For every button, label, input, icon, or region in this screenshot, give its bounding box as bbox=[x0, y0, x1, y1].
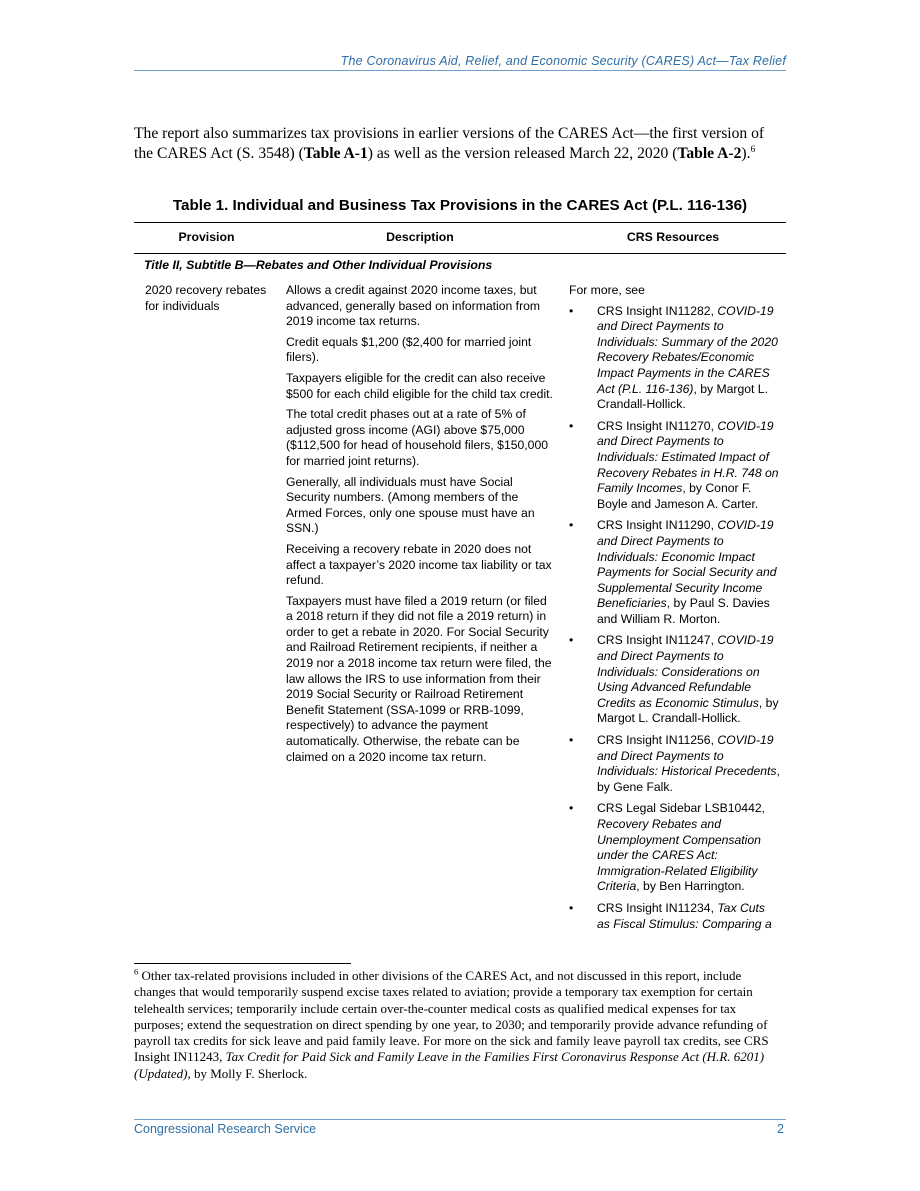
footer-publisher: Congressional Research Service bbox=[134, 1122, 317, 1136]
bullet-icon: • bbox=[569, 801, 574, 816]
column-header-provision: Provision bbox=[178, 230, 235, 244]
resource-suffix: , by Paul S. Davies and William R. Morton. bbox=[597, 596, 770, 626]
footnote bbox=[134, 968, 786, 1082]
resource-prefix: CRS Insight IN11290, bbox=[597, 518, 718, 533]
resource-title: COVID-19 and Direct Payments to Individuals: Estimated Impact of Recovery Rebates in H.R. 748 on Family Incomes bbox=[597, 418, 779, 496]
resource-item bbox=[569, 801, 781, 895]
resource-suffix: , by Gene Falk. bbox=[597, 764, 780, 794]
page-number: 2 bbox=[777, 1122, 784, 1136]
description-paragraph: Receiving a recovery rebate in 2020 does not affect a taxpayer’s 2020 income tax liability or tax refund. bbox=[286, 541, 552, 588]
resource-item bbox=[569, 733, 781, 795]
column-header-description: Description bbox=[386, 230, 454, 244]
resource-title: COVID-19 and Direct Payments to Individuals: Considerations on Using Advanced Refundable Credits as Economic Stimulus bbox=[597, 633, 774, 710]
running-header: The Coronavirus Aid, Relief, and Economic Security (CARES) Act—Tax Relief bbox=[340, 54, 786, 68]
resource-prefix: CRS Insight IN11234, bbox=[597, 900, 718, 915]
description-cell bbox=[286, 283, 554, 770]
description-paragraph: Credit equals $1,200 ($2,400 for married joint filers). bbox=[286, 334, 532, 365]
resource-title: COVID-19 and Direct Payments to Individuals: Summary of the 2020 Recovery Rebates/Economic Impact Payments in the CARES Act (P.L. 116-136) bbox=[597, 303, 778, 396]
description-paragraph: The total credit phases out at a rate of 5% of adjusted gross income (AGI) above $75,000 ($112,500 for head of household filers, $150,000 for married joint returns). bbox=[286, 407, 549, 468]
column-header-resources: CRS Resources bbox=[626, 230, 720, 244]
resource-prefix: CRS Legal Sidebar LSB10442, bbox=[597, 801, 766, 816]
bullet-icon: • bbox=[569, 418, 574, 433]
bullet-icon: • bbox=[569, 303, 574, 318]
resource-item bbox=[569, 518, 781, 627]
resource-suffix: , by Margot L. Crandall-Hollick. bbox=[597, 381, 768, 412]
bullet-icon: • bbox=[569, 900, 574, 915]
resource-title: COVID-19 and Direct Payments to Individuals: Historical Precedents bbox=[597, 733, 777, 779]
bullet-icon: • bbox=[569, 518, 574, 533]
resources-lead: For more, see bbox=[569, 283, 645, 297]
resource-prefix: CRS Insight IN11247, bbox=[597, 633, 718, 648]
resource-title: Recovery Rebates and Unemployment Compensation under the CARES Act: Immigration-Related Eligibility Criteria bbox=[597, 817, 761, 894]
footnote-text-1: Other tax-related provisions included in other divisions of the CARES Act, and not discussed in this report, include changes that would temporarily suspend excise taxes related to aviation; provide a temporary tax exemption for certain telehealth services; temporarily include certain over-the-counter medical costs as qualified medical expenses for tax purposes; extend the sequestration on direct spending by one year, to 2030; and temporarily provide advance refunding of payroll tax credits for sick leave and paid family leave. For more on the sick and family leave payroll tax credits, see CRS Insight IN11243, bbox=[134, 968, 769, 1065]
footnote-rule bbox=[134, 963, 351, 964]
intro-text-2: ) as well as the version released March 22, 2020 ( bbox=[367, 144, 678, 162]
bullet-icon: • bbox=[569, 633, 574, 648]
description-paragraph: Allows a credit against 2020 income taxes, but advanced, generally based on information from 2019 income tax returns. bbox=[286, 283, 541, 329]
resource-suffix: , by Ben Harrington. bbox=[636, 879, 745, 894]
description-paragraph: Taxpayers eligible for the credit can also receive $500 for each child eligible for the child tax credit. bbox=[286, 370, 553, 401]
description-paragraph: Generally, all individuals must have Social Security numbers. (Among members of the Armed Forces, only one spouse must have an SSN.) bbox=[286, 474, 535, 536]
footnote-ref: 6 bbox=[750, 144, 756, 155]
header-rule bbox=[134, 70, 786, 71]
intro-text-1: The report also summarizes tax provisions in earlier versions of the CARES Act—the first version of the CARES Act (S. 3548) ( bbox=[134, 125, 765, 162]
table-header-rule bbox=[134, 253, 786, 254]
footnote-number: 6 bbox=[134, 966, 139, 977]
intro-paragraph bbox=[134, 124, 784, 163]
table-a1-ref: Table A-1 bbox=[303, 144, 368, 162]
resource-item bbox=[569, 419, 781, 513]
resource-item bbox=[569, 901, 781, 932]
table-title: Table 1. Individual and Business Tax Provisions in the CARES Act (P.L. 116-136) bbox=[172, 197, 748, 214]
table-a2-ref: Table A-2 bbox=[677, 144, 742, 162]
resource-prefix: CRS Insight IN11256, bbox=[597, 733, 718, 748]
bullet-icon: • bbox=[569, 733, 574, 748]
resource-suffix: , by Conor F. Boyle and Jameson A. Carter. bbox=[597, 481, 759, 511]
footnote-text-2: , by Molly F. Sherlock. bbox=[187, 1065, 308, 1081]
footer-rule bbox=[134, 1119, 786, 1120]
resource-item bbox=[569, 304, 781, 413]
resource-title: Tax Cuts as Fiscal Stimulus: Comparing a bbox=[597, 900, 772, 931]
intro-text-3: ). bbox=[741, 144, 751, 162]
description-paragraph: Taxpayers must have filed a 2019 return (or filed a 2018 return if they did not file a 2019 return) in order to get a rebate in 2020. For Social Security and Railroad Retirement recipients, if neither a 2019 nor a 2018 income tax return were filed, the law allows the IRS to use information from their 2019 Social Security or Railroad Retirement Benefit Statement (SSA-1099 or RRB-1099, respectively) to advance the payment automatically. Otherwise, the rebate can be claimed on a 2020 income tax return. bbox=[286, 593, 552, 764]
resource-item bbox=[569, 633, 781, 727]
resource-prefix: CRS Insight IN11270, bbox=[597, 418, 718, 433]
table-top-rule bbox=[134, 222, 786, 223]
resource-suffix: , by Margot L. Crandall-Hollick. bbox=[597, 695, 779, 726]
resources-cell bbox=[569, 283, 781, 938]
table-section-title: Title II, Subtitle B—Rebates and Other Individual Provisions bbox=[144, 258, 493, 272]
provision-cell: 2020 recovery rebates for individuals bbox=[145, 283, 267, 313]
footnote-title: Tax Credit for Paid Sick and Family Leave in the Families First Coronavirus Response Act (H.R. 6201) (Updated) bbox=[134, 1049, 765, 1081]
resource-prefix: CRS Insight IN11282, bbox=[597, 303, 718, 318]
resource-title: COVID-19 and Direct Payments to Individuals: Economic Impact Payments for Social Security and Supplemental Security Income Beneficiaries bbox=[597, 518, 777, 611]
